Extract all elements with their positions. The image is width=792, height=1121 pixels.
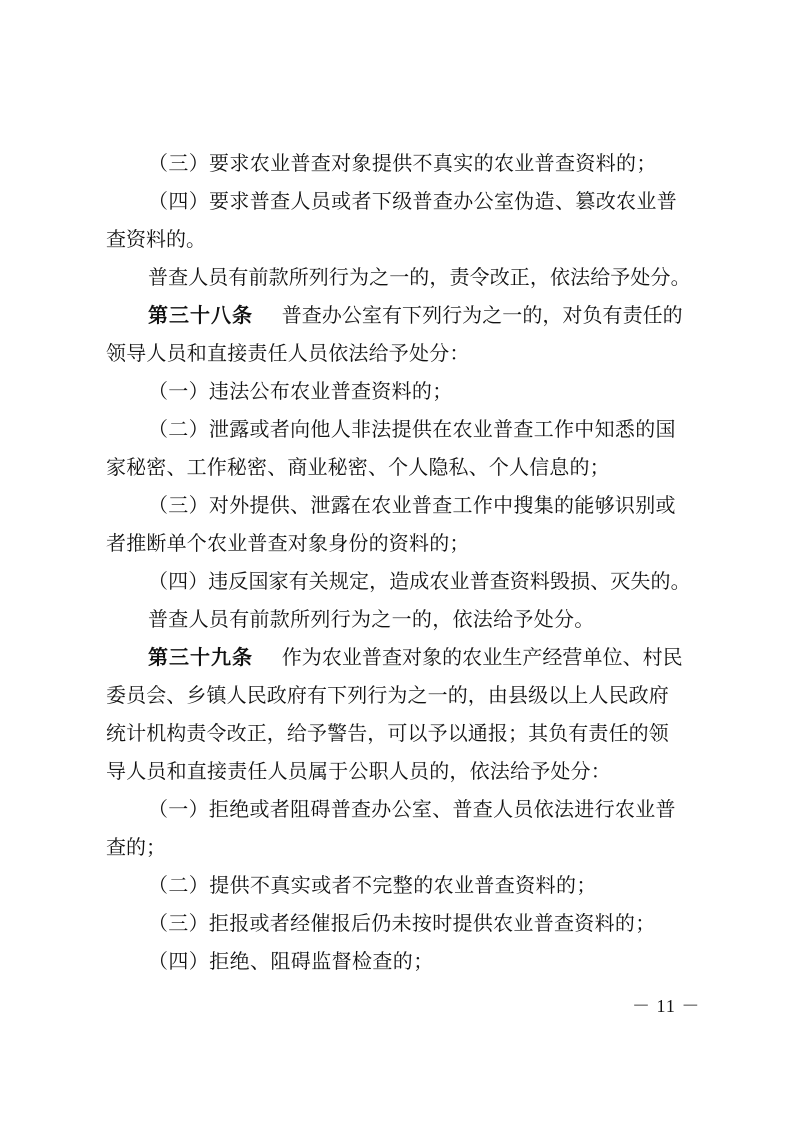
line-text: （三）拒报或者经催报后仍未按时提供农业普查资料的； bbox=[148, 911, 656, 935]
paragraph-line bbox=[0, 941, 792, 981]
paragraph-line bbox=[0, 599, 792, 639]
paragraph-line bbox=[0, 257, 792, 297]
line-text: （一）拒绝或者阻碍普查办公室、普查人员依法进行农业普 bbox=[148, 797, 676, 821]
paragraph-line bbox=[0, 865, 792, 905]
paragraph-line bbox=[0, 751, 792, 791]
paragraph-line bbox=[0, 903, 792, 943]
line-text: 普查人员有前款所列行为之一的，依法给予处分。 bbox=[148, 607, 595, 631]
paragraph-line bbox=[0, 219, 792, 259]
line-text: （三）要求农业普查对象提供不真实的农业普查资料的； bbox=[148, 151, 657, 175]
article-39-line bbox=[0, 637, 792, 677]
paragraph-line bbox=[0, 409, 792, 449]
line-text: （二）泄露或者向他人非法提供在农业普查工作中知悉的国 bbox=[148, 417, 676, 441]
article-38-heading: 第三十八条 bbox=[148, 303, 253, 327]
paragraph-line bbox=[0, 675, 792, 715]
line-text: 普查办公室有下列行为之一的，对负有责任的 bbox=[281, 303, 683, 327]
paragraph-line bbox=[0, 789, 792, 829]
line-text: 查的； bbox=[106, 835, 166, 859]
line-text: （四）要求普查人员或者下级普查办公室伪造、篡改农业普 bbox=[148, 189, 678, 213]
line-text: 者推断单个农业普查对象身份的资料的； bbox=[106, 531, 470, 555]
line-text: （四）违反国家有关规定，造成农业普查资料毁损、灭失的。 bbox=[148, 569, 691, 593]
line-text: 作为农业普查对象的农业生产经营单位、村民 bbox=[281, 645, 683, 669]
paragraph-line bbox=[0, 561, 792, 601]
paragraph-line bbox=[0, 713, 792, 753]
line-text: 普查人员有前款所列行为之一的，责令改正，依法给予处分。 bbox=[148, 265, 691, 289]
page-number: － 11 － bbox=[632, 996, 701, 1016]
line-text: 家秘密、工作秘密、商业秘密、个人隐私、个人信息的； bbox=[106, 455, 610, 479]
line-text: 查资料的。 bbox=[106, 227, 206, 251]
paragraph-line bbox=[0, 371, 792, 411]
line-text: （一）违法公布农业普查资料的； bbox=[148, 379, 453, 403]
line-text: （二）提供不真实或者不完整的农业普查资料的； bbox=[148, 873, 597, 897]
line-text: 领导人员和直接责任人员依法给予处分： bbox=[106, 341, 470, 365]
paragraph-line bbox=[0, 181, 792, 221]
paragraph-line bbox=[0, 485, 792, 525]
paragraph-line bbox=[0, 447, 792, 487]
paragraph-line bbox=[0, 523, 792, 563]
line-text: 委员会、乡镇人民政府有下列行为之一的，由县级以上人民政府 bbox=[106, 683, 669, 707]
line-text: 统计机构责令改正，给予警告，可以予以通报；其负有责任的领 bbox=[106, 721, 669, 745]
line-text: （四）拒绝、阻碍监督检查的； bbox=[148, 949, 434, 973]
line-text: （三）对外提供、泄露在农业普查工作中搜集的能够识别或 bbox=[148, 493, 676, 517]
paragraph-line bbox=[0, 333, 792, 373]
line-text: 导人员和直接责任人员属于公职人员的，依法给予处分： bbox=[106, 759, 611, 783]
article-38-line bbox=[0, 295, 792, 335]
paragraph-line bbox=[0, 143, 792, 183]
article-39-heading: 第三十九条 bbox=[148, 645, 253, 669]
paragraph-line bbox=[0, 827, 792, 867]
